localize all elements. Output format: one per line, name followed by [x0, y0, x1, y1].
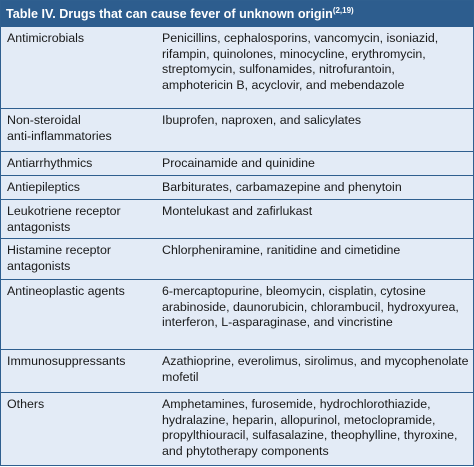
- drugs-line: Procainamide and quinidine: [162, 156, 315, 170]
- table-row: [1, 151, 473, 175]
- drugs-cell: [149, 393, 473, 467]
- drugs-line: Montelukast and zafirlukast: [162, 204, 313, 218]
- drugs-line: and phytotherapy components: [162, 443, 329, 458]
- drugs-line: interferon, L-asparaginase, and vincristine: [162, 315, 393, 329]
- drug-class-cell: [1, 350, 149, 392]
- table-row: [1, 349, 473, 392]
- table-row: [1, 27, 473, 108]
- drugs-line: hydralazine, heparin, allopurinol, metoclopramide,: [162, 412, 436, 427]
- table-row: [1, 199, 473, 238]
- drugs-cell: [149, 27, 473, 108]
- drug-class-cell: [1, 393, 149, 467]
- drug-class-line: anti-inflammatories: [7, 128, 112, 143]
- drug-class-cell: [1, 200, 149, 238]
- table-row: [1, 175, 473, 199]
- drugs-line: Penicillins, cephalosporins, vancomycin, isoniazid,: [162, 31, 439, 45]
- drug-class-cell: [1, 280, 149, 349]
- drugs-line: mofetil: [162, 369, 199, 384]
- drugs-line: rifampin, quinolones, minocycline, erythromycin,: [162, 46, 426, 61]
- table-row: [1, 279, 473, 349]
- drug-class-line: Non-steroidal: [7, 113, 81, 127]
- drug-class-line: antagonists: [7, 219, 71, 234]
- table-row: [1, 392, 473, 467]
- table-title: [1, 1, 473, 27]
- drug-class-line: Histamine receptor: [7, 243, 111, 257]
- drug-class-line: Antiarrhythmics: [7, 156, 93, 170]
- table-row: [1, 238, 473, 279]
- drugs-line: Chlorpheniramine, ranitidine and cimetidine: [162, 243, 401, 257]
- drugs-line: streptomycin, sulfonamides, nitrofurantoin,: [162, 62, 395, 76]
- drugs-line: Amphetamines, furosemide, hydrochlorothiazide,: [162, 397, 431, 411]
- drug-class-line: Leukotriene receptor: [7, 204, 121, 218]
- drugs-cell: [149, 350, 473, 392]
- drugs-line: arabinoside, daunorubicin, chlorambucil, hydroxyurea,: [162, 299, 459, 314]
- drugs-line: propylthiouracil, sulfasalazine, theophylline, thyroxine,: [162, 428, 458, 442]
- drug-class-line: Others: [7, 397, 45, 411]
- drugs-cell: [149, 152, 473, 175]
- drug-class-cell: [1, 239, 149, 279]
- table-title-citation: (2,19): [332, 6, 354, 15]
- table-title-text: Table IV. Drugs that can cause fever of unknown origin: [6, 7, 333, 21]
- drug-class-cell: [1, 109, 149, 151]
- drug-class-line: Antiepileptics: [7, 180, 81, 194]
- drug-class-cell: [1, 176, 149, 199]
- drug-class-line: Antineoplastic agents: [7, 284, 125, 298]
- drugs-line: Azathioprine, everolimus, sirolimus, and mycophenolate: [162, 354, 469, 368]
- drugs-line: Barbiturates, carbamazepine and phenytoin: [162, 180, 402, 194]
- drugs-cell: [149, 176, 473, 199]
- drug-class-line: antagonists: [7, 258, 71, 273]
- drug-class-line: Immunosuppressants: [7, 354, 126, 368]
- drugs-line: amphotericin B, acyclovir, and mebendazole: [162, 77, 405, 92]
- drugs-cell: [149, 239, 473, 279]
- drug-class-cell: [1, 27, 149, 108]
- drugs-cell: [149, 109, 473, 151]
- drugs-cell: [149, 280, 473, 349]
- drugs-line: 6-mercaptopurine, bleomycin, cisplatin, cytosine: [162, 284, 426, 298]
- drug-class-cell: [1, 152, 149, 175]
- drugs-cell: [149, 200, 473, 238]
- drug-class-line: Antimicrobials: [7, 31, 85, 45]
- table-body: [1, 27, 473, 467]
- table-row: [1, 108, 473, 151]
- drugs-line: Ibuprofen, naproxen, and salicylates: [162, 113, 362, 127]
